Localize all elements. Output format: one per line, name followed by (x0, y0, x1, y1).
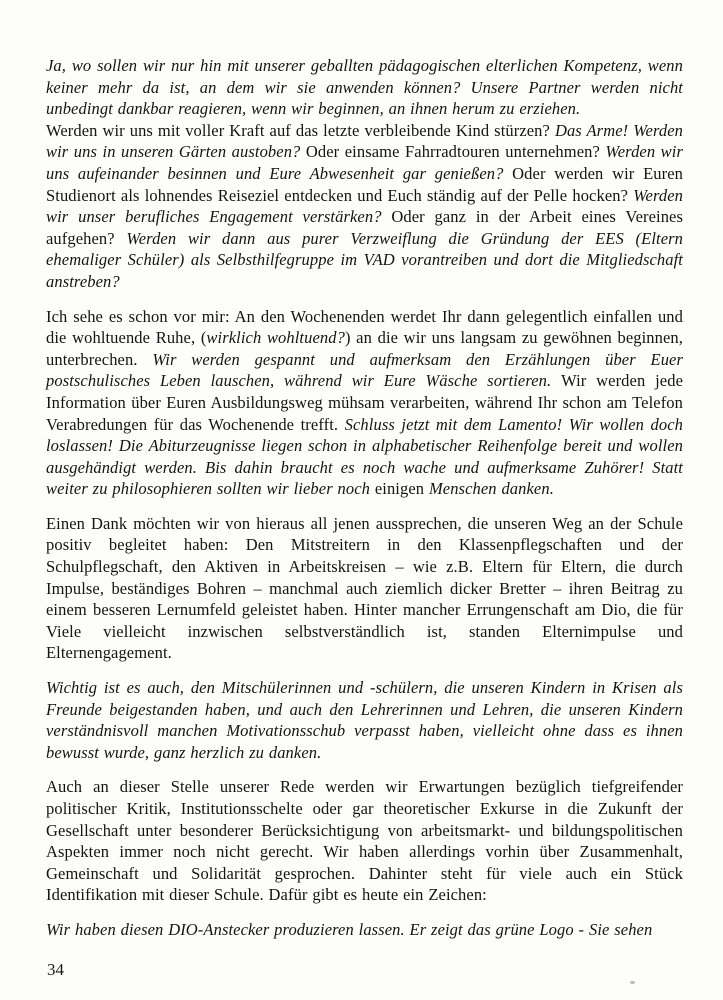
paragraph-dank-mitschueler (46, 677, 683, 763)
text-segment-italic: Wir haben diesen DIO-Anstecker produzieren lassen. Er zeigt das grüne Logo - Sie sehen (46, 919, 653, 939)
paragraph-politische-kritik (46, 776, 683, 906)
paragraph-dio-anstecker (46, 919, 683, 941)
text-segment-italic: wirklich wohltuend? (206, 328, 345, 348)
text-segment-italic: Wir werden gespannt und aufmerksam den Erzählungen über Euer postschulisches Leben lauschen, während wir Eure Wäsche sortieren. (46, 349, 683, 391)
paragraph-questions-mixed (46, 120, 683, 293)
text-segment-italic: Ja, wo sollen wir nur hin mit unserer geballten pädagogischen elterlichen Kompetenz, wenn keiner mehr da ist, an dem wir sie anwenden können? Unsere Partner werden nicht unbedingt dankbar reagieren, wenn wir beginnen, an ihnen herum zu erziehen. (46, 56, 683, 119)
paragraph-dank-eltern (46, 513, 683, 664)
text-segment-italic: Wichtig ist es auch, den Mitschülerinnen und -schülern, die unseren Kindern in Krisen als Freunde beigestanden haben, und auch den Lehrerinnen und Lehren, die unseren Kindern verständnisvoll manchen Motivationsschub verpasst haben, vielleicht ohne dass es ihnen bewusst wurde, ganz herzlich zu danken. (46, 678, 683, 762)
text-segment-roman: Einen Dank möchten wir von hieraus all jenen aussprechen, die unseren Weg an der Schule positiv begleitet haben: Den Mitstreitern in den Klassenpflegschaften und der Schulpflegschaft, den Aktiven in Arbeitskreisen – wie z.B. Eltern für Eltern, die durch Impulse, beständiges Bohren – manchmal auch ziemlich dicker Bretter – ihren Beitrag zu einem besseren Lernumfeld geleistet haben. Hinter mancher Errungenschaft am Dio, die für Viele vielleicht inzwischen selbstverständlich ist, standen Elternimpulse und Elternengagement. (46, 513, 683, 663)
text-segment-roman: Oder ganz in der Arbeit eines Vereines aufgehen? (46, 207, 684, 248)
text-segment-roman: einigen (374, 479, 429, 499)
text-segment-roman: Auch an dieser Stelle unserer Rede werden wir Erwartungen bezüglich tiefgreifender politischer Kritik, Institutionsschelte oder gar theoretischer Exkurse in die Zukunft der Gesellschaft unter besonderer Berücksichtigung von arbeitsmarkt- und bildungspolitischen Aspekten immer noch nicht gerecht. Wir haben allerdings vorhin über Zusammenhalt, Gemeinschaft und Solidarität gesprochen. Dahinter steht für viele auch ein Stück Identifikation mit dieser Schule. Dafür gibt es heute ein Zeichen: (46, 777, 683, 905)
text-segment-italic: Menschen danken. (428, 479, 554, 499)
text-segment-italic: Schluss jetzt mit dem Lamento! Wir wollen doch loslassen! Die Abiturzeugnisse liegen schon in alphabetischer Reihenfolge bereit und wollen ausgehändigt werden. Bis dahin braucht es noch wache und aufmerksame Zuhörer! Statt weiter zu philosophieren sollten wir lieber noch (46, 414, 683, 499)
text-segment-roman: Oder einsame Fahrradtouren unternehmen? (305, 142, 606, 162)
text-segment-roman: ) an die wir uns langsam zu gewöhnen beginnen, unterbrechen. (46, 328, 683, 369)
text-segment-italic: Werden wir uns aufeinander besinnen und Eure Abwesenheit gar genießen? (46, 142, 683, 183)
paragraph-intro-italic (46, 55, 683, 120)
text-segment-roman: Wir werden jede Information über Euren Ausbildungsweg mühsam verarbeiten, während Ihr schon am Telefon Verabredungen für das Wochenende trefft. (46, 371, 683, 434)
text-segment-roman: Oder werden wir Euren Studienort als lohnendes Reiseziel entdecken und Euch ständig auf der Pelle hocken? (46, 163, 683, 205)
text-segment-roman: Ich sehe es schon vor mir: An den Wochenenden werdet Ihr dann gelegentlich einfallen und die wohltuende Ruhe, ( (46, 306, 683, 348)
paragraph-wochenenden (46, 306, 683, 500)
text-segment-italic: Das Arme! Werden wir uns in unseren Gärten austoben? (46, 120, 683, 162)
text-segment-italic: Werden wir unser berufliches Engagement verstärken? (46, 185, 683, 227)
scan-speck (630, 981, 635, 984)
text-segment-roman: Werden wir uns mit voller Kraft auf das letzte verbleibende Kind stürzen? (46, 120, 555, 140)
page-number: 34 (47, 960, 64, 979)
text-segment-italic: Werden wir dann aus purer Verzweiflung die Gründung der EES (Eltern ehemaliger Schüler) als Selbsthilfegruppe im VAD vorantreiben und dort die Mitgliedschaft anstreben? (46, 228, 683, 291)
document-body (46, 55, 683, 941)
